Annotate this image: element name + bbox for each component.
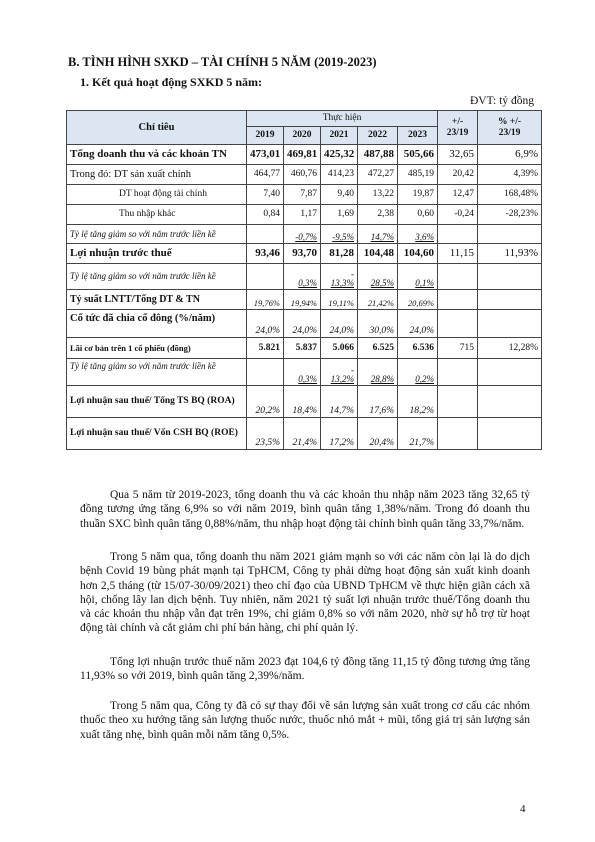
row-label: Tỷ suất LNTT/Tổng DT & TN xyxy=(67,290,247,310)
cell-value: 13,2% xyxy=(330,374,354,384)
cell-value: 28,8% xyxy=(358,359,398,386)
cell-value: 0,84 xyxy=(247,205,284,225)
cell-value: 1,17 xyxy=(284,205,321,225)
table-row xyxy=(67,205,542,225)
cell-pct: 12,28% xyxy=(478,338,542,359)
cell-value: 104,60 xyxy=(398,244,438,264)
cell-value: -0,7% xyxy=(284,225,321,244)
row-label: Lợi nhuận sau thuế/ Tổng TS BQ (ROA) xyxy=(67,386,247,418)
cell-value: 505,66 xyxy=(398,145,438,165)
cell-value: 14,7% xyxy=(358,225,398,244)
cell-value: 93,46 xyxy=(247,244,284,264)
header-group: Thực hiện xyxy=(247,111,438,127)
cell-pct: 11,93% xyxy=(478,244,542,264)
cell-value: 469,81 xyxy=(284,145,321,165)
cell-value: 1,69 xyxy=(321,205,358,225)
unit-label: ĐVT: tỷ đồng xyxy=(470,95,534,107)
cell-diff: 32,65 xyxy=(438,145,478,165)
cell-value: 6.536 xyxy=(398,338,438,359)
body-text xyxy=(80,699,530,742)
row-label: Thu nhập khác xyxy=(67,205,247,225)
row-label: Lợi nhuận sau thuế/ Vốn CSH BQ (ROE) xyxy=(67,418,247,450)
cell-value: 18,2% xyxy=(398,386,438,418)
cell-value: -9,5% xyxy=(321,225,358,244)
cell-pct xyxy=(478,359,542,386)
cell-pct: 168,48% xyxy=(478,185,542,205)
table-row xyxy=(67,418,542,450)
table-row xyxy=(67,225,542,244)
cell-value: 24,0% xyxy=(398,310,438,338)
row-label: Lãi cơ bản trên 1 cổ phiếu (đồng) xyxy=(67,338,247,359)
cell-value: 24,0% xyxy=(321,310,358,338)
cell-value: 7,40 xyxy=(247,185,284,205)
cell-value: 0,3% xyxy=(284,264,321,290)
cell-value-neg xyxy=(321,359,358,386)
cell-value: 2,38 xyxy=(358,205,398,225)
cell-value: 9,40 xyxy=(321,185,358,205)
cell-diff xyxy=(438,264,478,290)
cell-pct xyxy=(478,290,542,310)
cell-value: 19,87 xyxy=(398,185,438,205)
cell-diff: 12,47 xyxy=(438,185,478,205)
cell-value xyxy=(247,225,284,244)
cell-value: 17,2% xyxy=(321,418,358,450)
row-label: Lợi nhuận trước thuế xyxy=(67,244,247,264)
row-label: Tổng doanh thu và các khoản TN xyxy=(67,145,247,165)
cell-value: 28,5% xyxy=(358,264,398,290)
cell-value: 93,70 xyxy=(284,244,321,264)
paragraph: Qua 5 năm từ 2019-2023, tổng doanh thu và các khoản thu nhập năm 2023 tăng 32,65 tỷ đồng tương ứng tăng 6,9% so với năm 2019, bình quân tăng 1,38%/năm. Trong đó doanh thu thuần SXC bình quân tăng 0,88%/năm, thu nhập hoạt động tài chính bình quân tăng 33,7%/năm. xyxy=(80,489,530,530)
section-title: B. TÌNH HÌNH SXKD – TÀI CHÍNH 5 NĂM (2019-2023) xyxy=(68,55,377,69)
cell-diff xyxy=(438,310,478,338)
table-row xyxy=(67,165,542,185)
cell-value xyxy=(247,359,284,386)
cell-value: 464,77 xyxy=(247,165,284,185)
cell-pct xyxy=(478,310,542,338)
body-text xyxy=(80,655,530,684)
cell-diff: -0,24 xyxy=(438,205,478,225)
cell-value: 485,19 xyxy=(398,165,438,185)
cell-value: 21,42% xyxy=(358,290,398,310)
row-label: Cổ tức đã chia cổ đông (%/năm) xyxy=(67,310,247,338)
cell-value: 20,69% xyxy=(398,290,438,310)
cell-diff xyxy=(438,386,478,418)
cell-diff: 20,42 xyxy=(438,165,478,185)
cell-value: 0,3% xyxy=(284,359,321,386)
cell-value: 5.821 xyxy=(247,338,284,359)
paragraph: Trong 5 năm qua, Công ty đã có sự thay đổi về sản lượng sản xuất trong cơ cấu các nhóm thuốc theo xu hướng tăng sản lượng thuốc nước, thuốc nhỏ mắt + mũi, tổng giá trị sản lượng sản xuất tăng nhẹ, bình quân mỗi năm tăng 0,5%. xyxy=(80,700,530,741)
table-row xyxy=(67,359,542,386)
table-row xyxy=(67,264,542,290)
table-row xyxy=(67,310,542,338)
cell-value: 24,0% xyxy=(247,310,284,338)
table-row xyxy=(67,244,542,264)
cell-value: 104,48 xyxy=(358,244,398,264)
cell-value: 30,0% xyxy=(358,310,398,338)
paragraph: Trong 5 năm qua, tổng doanh thu năm 2021 giảm mạnh so với các năm còn lại là do dịch bệnh Covid 19 bùng phát mạnh tại TpHCM, Công ty phải dừng hoạt động sản xuất kinh doanh hơn 2,5 tháng (từ 15/07-30/09/2021) theo chỉ đạo của UBND TpHCM về thực hiện giãn cách xã hội, chống lây lan dịch bệnh. Tuy nhiên, năm 2021 tỷ suất lợi nhuận trước thuế/Tổng doanh thu và các khoản thu nhập vẫn đạt trên 19%, chỉ giảm 0,8% so với năm 2020, nhờ sự hỗ trợ từ hoạt động tài chính và cắt giảm chi phí bán hàng, chi phí quản lý. xyxy=(80,551,530,635)
cell-value: 24,0% xyxy=(284,310,321,338)
cell-diff xyxy=(438,225,478,244)
table-row xyxy=(67,145,542,165)
table-row xyxy=(67,338,542,359)
cell-diff xyxy=(438,290,478,310)
cell-pct: -28,23% xyxy=(478,205,542,225)
header-indicator: Chỉ tiêu xyxy=(67,111,247,145)
row-label: Tỷ lệ tăng giảm so với năm trước liền kề xyxy=(67,264,247,290)
financial-results-table xyxy=(66,110,542,450)
cell-value: 21,7% xyxy=(398,418,438,450)
cell-value: 473,01 xyxy=(247,145,284,165)
cell-value: 13,22 xyxy=(358,185,398,205)
cell-value-neg xyxy=(321,264,358,290)
header-year: 2020 xyxy=(284,127,321,145)
minus-sign: - xyxy=(351,365,354,375)
cell-value: 7,87 xyxy=(284,185,321,205)
cell-value: 17,6% xyxy=(358,386,398,418)
row-label: Tỷ lệ tăng giảm so với năm trước liền kề xyxy=(67,359,247,386)
cell-value: 5.837 xyxy=(284,338,321,359)
body-text xyxy=(80,550,530,636)
minus-sign: - xyxy=(351,269,354,279)
cell-value: 21,4% xyxy=(284,418,321,450)
cell-pct: 4,39% xyxy=(478,165,542,185)
cell-value: 6.525 xyxy=(358,338,398,359)
header-year: 2021 xyxy=(321,127,358,145)
cell-value: 0,1% xyxy=(398,264,438,290)
header-year: 2019 xyxy=(247,127,284,145)
cell-value: 5.066 xyxy=(321,338,358,359)
cell-value: 19,11% xyxy=(321,290,358,310)
table-row xyxy=(67,185,542,205)
cell-value: 460,76 xyxy=(284,165,321,185)
cell-value xyxy=(247,264,284,290)
cell-value: 13,3% xyxy=(330,278,354,288)
cell-value: 414,23 xyxy=(321,165,358,185)
cell-value: 81,28 xyxy=(321,244,358,264)
cell-value: 20,4% xyxy=(358,418,398,450)
subsection-title: 1. Kết quả hoạt động SXKD 5 năm: xyxy=(80,75,263,89)
cell-diff: 11,15 xyxy=(438,244,478,264)
header-change-abs: +/- 23/19 xyxy=(438,111,478,145)
cell-pct xyxy=(478,386,542,418)
cell-pct xyxy=(478,264,542,290)
cell-diff xyxy=(438,418,478,450)
body-text xyxy=(80,488,530,531)
cell-pct: 6,9% xyxy=(478,145,542,165)
cell-pct xyxy=(478,418,542,450)
cell-value: 487,88 xyxy=(358,145,398,165)
row-label: DT hoạt động tài chính xyxy=(67,185,247,205)
cell-value: 14,7% xyxy=(321,386,358,418)
cell-diff: 715 xyxy=(438,338,478,359)
cell-value: 19,76% xyxy=(247,290,284,310)
header-change-pct: % +/- 23/19 xyxy=(478,111,542,145)
cell-pct xyxy=(478,225,542,244)
cell-value: 425,32 xyxy=(321,145,358,165)
cell-value: 20,2% xyxy=(247,386,284,418)
cell-value: 0,60 xyxy=(398,205,438,225)
paragraph: Tổng lợi nhuận trước thuế năm 2023 đạt 104,6 tỷ đồng tăng 11,15 tỷ đồng tương ứng tăng 11,93% so với 2019, bình quân tăng 2,39%/năm. xyxy=(80,656,530,683)
table-row xyxy=(67,290,542,310)
table-row xyxy=(67,386,542,418)
header-year: 2022 xyxy=(358,127,398,145)
cell-value: 472,27 xyxy=(358,165,398,185)
page-number: 4 xyxy=(520,803,526,815)
cell-value: 3,6% xyxy=(398,225,438,244)
row-label: Tỷ lệ tăng giảm so với năm trước liền kề xyxy=(67,225,247,244)
cell-diff xyxy=(438,359,478,386)
header-year: 2023 xyxy=(398,127,438,145)
cell-value: 18,4% xyxy=(284,386,321,418)
cell-value: 0,2% xyxy=(398,359,438,386)
cell-value: 23,5% xyxy=(247,418,284,450)
cell-value: 19,94% xyxy=(284,290,321,310)
row-label: Trong đó: DT sản xuất chính xyxy=(67,165,247,185)
